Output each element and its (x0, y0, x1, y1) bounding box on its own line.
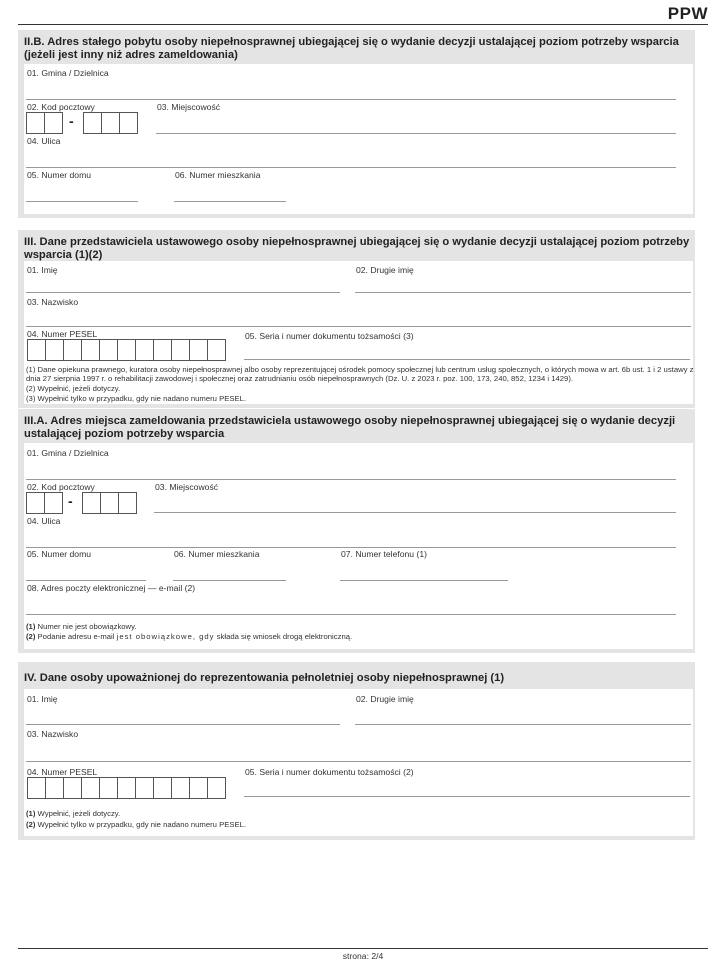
id-document-label: 05. Seria i numer dokumentu tożsamości (3) (245, 331, 414, 341)
auth-pesel-label: 04. Numer PESEL (27, 767, 98, 777)
second-name-field[interactable] (355, 292, 691, 293)
rep-postal-code-first-part[interactable] (26, 492, 63, 514)
form-code: PPW (667, 4, 708, 23)
street-field[interactable] (26, 167, 676, 168)
auth-first-name-label: 01. Imię (27, 694, 58, 704)
rep-phone-label: 07. Numer telefonu (1) (341, 549, 427, 559)
section-iii-title: III. Dane przedstawiciela ustawowego osoby niepełnosprawnej ubiegającej się o wydanie decyzji ustalającej poziom potrzeby wsparcia (1)(2) (24, 236, 690, 261)
apartment-number-field[interactable] (174, 201, 286, 202)
section-iii-note-1: (1) Dane opiekuna prawnego, kuratora osoby niepełnosprawnej albo osoby reprezentującej ośrodek pomocy społecznej lub centrum usług społecznych, o których mowa w art. 6b ust. 1 i 2 ustawy z dnia 27 sierpnia 1997 r. o rehabilitacji zawodowej i społecznej oraz zatrudnianiu osób niepełnosprawnych (Dz. U. z 2023 r. poz. 100, 173, 240, 852, 1234 i 1429). (26, 365, 694, 384)
rep-apartment-number-label: 06. Numer mieszkania (174, 549, 260, 559)
pesel-label: 04. Numer PESEL (27, 329, 98, 339)
section-iiia-note-1: (1) Numer nie jest obowiązkowy. (26, 622, 137, 631)
first-name-label: 01. Imię (27, 265, 58, 275)
surname-label: 03. Nazwisko (27, 297, 79, 307)
header-divider (18, 24, 708, 25)
footer-divider (18, 948, 708, 949)
first-name-field[interactable] (26, 292, 340, 293)
auth-surname-label: 03. Nazwisko (27, 729, 79, 739)
section-iii-note-3: (3) Wypełnić tylko w przypadku, gdy nie nadano numeru PESEL. (26, 394, 246, 403)
rep-postal-code-second-part[interactable] (82, 492, 137, 514)
postal-code-second-part[interactable] (83, 112, 138, 134)
rep-house-number-label: 05. Numer domu (27, 549, 92, 559)
surname-field[interactable] (26, 326, 691, 327)
pesel-boxes[interactable] (27, 339, 226, 361)
id-document-field[interactable] (244, 359, 690, 360)
gmina-label: 01. Gmina / Dzielnica (27, 68, 109, 78)
gmina-field[interactable] (26, 99, 676, 100)
rep-street-field[interactable] (26, 547, 676, 548)
section-iv-title: IV. Dane osoby upoważnionej do reprezentowania pełnoletniej osoby niepełnosprawnej (1) (24, 672, 505, 684)
auth-second-name-label: 02. Drugie imię (356, 694, 414, 704)
section-iiia-body (24, 443, 693, 649)
city-label: 03. Miejscowość (157, 102, 221, 112)
postal-code-label: 02. Kod pocztowy (27, 102, 95, 112)
section-iiia-title: III.A. Adres miejsca zameldowania przedstawiciela ustawowego osoby niepełnosprawnej ubiegającej się o wydanie decyzji ustalającej poziom potrzeby wsparcia (24, 415, 676, 440)
rep-gmina-field[interactable] (26, 479, 676, 480)
rep-email-label: 08. Adres poczty elektronicznej — e-mail (2) (27, 583, 196, 593)
auth-surname-field[interactable] (26, 761, 691, 762)
rep-phone-field[interactable] (340, 580, 508, 581)
street-label: 04. Ulica (27, 136, 61, 146)
auth-id-document-field[interactable] (244, 796, 690, 797)
auth-second-name-field[interactable] (355, 724, 691, 725)
city-field[interactable] (156, 133, 676, 134)
rep-postal-code-label: 02. Kod pocztowy (27, 482, 95, 492)
section-iiia (18, 409, 695, 653)
house-number-field[interactable] (26, 201, 138, 202)
postal-code-first-part[interactable] (26, 112, 63, 134)
rep-street-label: 04. Ulica (27, 516, 61, 526)
second-name-label: 02. Drugie imię (356, 265, 414, 275)
auth-pesel-boxes[interactable] (27, 777, 226, 799)
rep-gmina-label: 01. Gmina / Dzielnica (27, 448, 109, 458)
section-iv-note-2: (2) Wypełnić tylko w przypadku, gdy nie nadano numeru PESEL. (26, 820, 247, 829)
page-number: strona: 2/4 (342, 951, 384, 961)
auth-first-name-field[interactable] (26, 724, 340, 725)
rep-city-field[interactable] (154, 512, 676, 513)
rep-city-label: 03. Miejscowość (155, 482, 219, 492)
section-iv-body (24, 689, 693, 836)
house-number-label: 05. Numer domu (27, 170, 92, 180)
rep-postal-code-dash: - (68, 493, 73, 509)
rep-apartment-number-field[interactable] (173, 580, 286, 581)
postal-code-dash: - (69, 113, 74, 129)
section-iv-note-1: (1) Wypełnić, jeżeli dotyczy. (26, 809, 121, 818)
section-iib-title: II.B. Adres stałego pobytu osoby niepełnosprawnej ubiegającej się o wydanie decyzji ustalającej poziom potrzeby wsparcia (jeżeli jest inny niż adres zameldowania) (24, 36, 679, 61)
section-iib-body (24, 64, 693, 214)
rep-email-field[interactable] (26, 614, 676, 615)
auth-id-document-label: 05. Seria i numer dokumentu tożsamości (2) (245, 767, 414, 777)
rep-house-number-field[interactable] (26, 580, 146, 581)
section-iiia-note-2: (2) Podanie adresu e-mail jest obowiązkowe, gdy składa się wniosek drogą elektroniczną. (26, 632, 353, 641)
section-iii-note-2: (2) Wypełnić, jeżeli dotyczy. (26, 384, 121, 393)
apartment-number-label: 06. Numer mieszkania (175, 170, 261, 180)
